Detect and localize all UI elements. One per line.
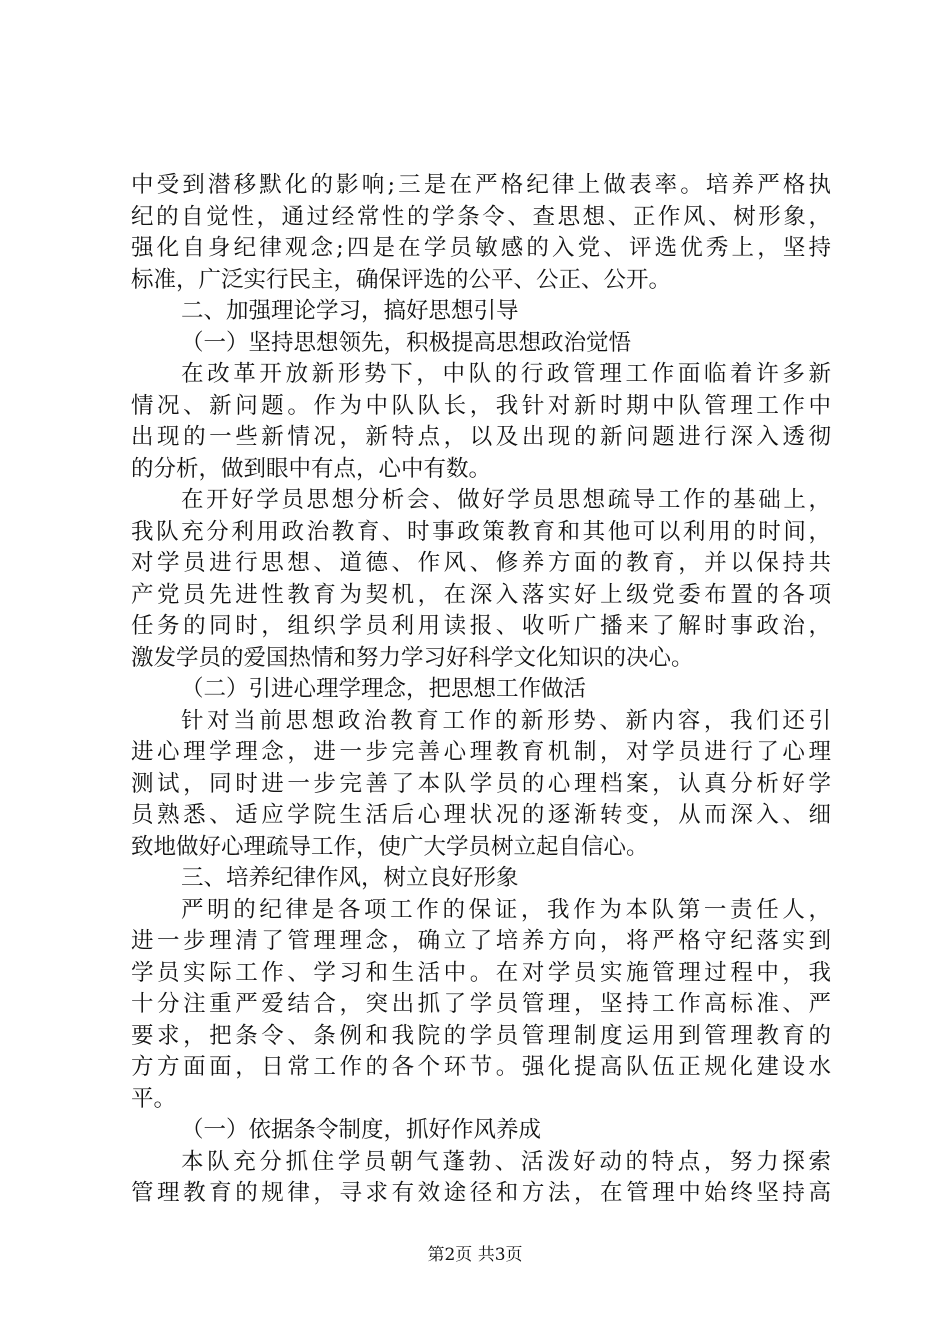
text-line: 我队充分利用政治教育、时事政策教育和其他可以利用的时间， [131,518,831,545]
text-line: 员熟悉、适应学院生活后心理状况的逐渐转变，从而深入、细 [131,802,831,828]
text-line: 要求，把条令、条例和我院的学员管理制度运用到管理教育的 [131,1022,831,1049]
text-line: 纪的自觉性，通过经常性的学条令、查思想、正作风、树形象， [131,203,831,230]
text-line: 测试，同时进一步完善了本队学员的心理档案，认真分析好学 [131,770,831,797]
text-line: 方方面面，日常工作的各个环节。强化提高队伍正规化建设水 [131,1054,831,1080]
text-line: （一）依据条令制度，抓好作风养成 [181,1117,542,1143]
text-line: 强化自身纪律观念;四是在学员敏感的入党、评选优秀上，坚持 [131,235,831,261]
text-line: 本队充分抓住学员朝气蓬勃、活泼好动的特点，努力探索 [181,1148,831,1175]
text-line: 标准，广泛实行民主，确保评选的公平、公正、公开。 [131,266,672,293]
text-line: 平。 [131,1085,177,1112]
text-line: （一）坚持思想领先，积极提高思想政治觉悟 [181,329,632,356]
text-line: 管理教育的规律，寻求有效途径和方法，在管理中始终坚持高 [131,1180,831,1206]
text-line: 在改革开放新形势下，中队的行政管理工作面临着许多新 [181,361,831,387]
text-line: 的分析，做到眼中有点，心中有数。 [131,455,492,482]
text-line: 致地做好心理疏导工作，使广大学员树立起自信心。 [131,833,649,860]
text-line: 针对当前思想政治教育工作的新形势、新内容，我们还引 [181,707,831,734]
text-line: 三、培养纪律作风，树立良好形象 [181,865,519,891]
text-line: 产党员先进性教育为契机，在深入落实好上级党委布置的各项 [131,581,831,608]
text-line: 严明的纪律是各项工作的保证，我作为本队第一责任人， [181,896,831,923]
text-line: 任务的同时，组织学员利用读报、收听广播来了解时事政治， [131,613,831,639]
text-line: 情况、新问题。作为中队队长，我针对新时期中队管理工作中 [131,392,831,419]
text-line: 二、加强理论学习，搞好思想引导 [181,298,519,324]
text-line: 十分注重严爱结合，突出抓了学员管理，坚持工作高标准、严 [131,991,831,1017]
text-line: 学员实际工作、学习和生活中。在对学员实施管理过程中，我 [131,959,831,986]
text-line: 进一步理清了管理理念，确立了培养方向，将严格守纪落实到 [131,928,831,954]
text-line: 中受到潜移默化的影响;三是在严格纪律上做表率。培养严格执 [131,172,831,198]
text-line: 在开好学员思想分析会、做好学员思想疏导工作的基础上， [181,487,831,513]
document-body [131,170,831,1210]
text-line: 激发学员的爱国热情和努力学习好科学文化知识的决心。 [131,644,694,671]
page-footer: 第2页 共3页 [427,1245,523,1265]
text-line: 对学员进行思想、道德、作风、修养方面的教育，并以保持共 [131,550,831,576]
text-line: 进心理学理念，进一步完善心理教育机制，对学员进行了心理 [131,739,831,765]
text-line: 出现的一些新情况，新特点，以及出现的新问题进行深入透彻 [131,424,831,450]
text-line: （二）引进心理学理念，把思想工作做活 [181,676,587,702]
